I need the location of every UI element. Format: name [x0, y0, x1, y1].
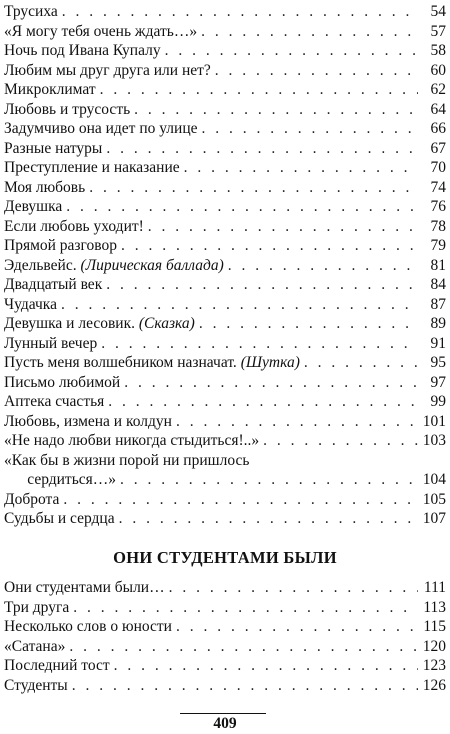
dot-leader — [199, 314, 418, 334]
dot-leader — [169, 578, 418, 598]
toc-entry-page: 81 — [430, 256, 446, 274]
toc-entry — [4, 178, 446, 198]
dot-leader — [89, 178, 418, 198]
table-of-contents-bottom — [4, 578, 446, 695]
toc-entry-title — [4, 637, 65, 657]
toc-entry-title — [4, 470, 116, 490]
toc-entry-title-text: Разные натуры — [4, 139, 103, 157]
toc-entry-title-text: Они студентами были… — [4, 579, 165, 596]
toc-entry — [4, 119, 446, 139]
dot-leader — [134, 100, 418, 120]
toc-entry — [4, 431, 446, 451]
toc-entry-subtitle: (Лирическая баллада) — [80, 256, 224, 274]
toc-entry-title-text: Аптека счастья — [4, 393, 105, 410]
toc-entry-page: 97 — [430, 373, 446, 391]
toc-entry — [4, 353, 446, 373]
dot-leader — [148, 217, 418, 237]
dot-leader — [228, 256, 418, 276]
toc-entry-page: 84 — [430, 276, 446, 293]
dot-leader — [165, 41, 418, 61]
toc-entry-page: 111 — [423, 579, 446, 596]
dot-leader — [263, 431, 418, 451]
dot-leader — [108, 392, 418, 412]
toc-entry-page: 126 — [422, 676, 446, 694]
toc-entry-title-text: Любовь и трусость — [4, 100, 131, 118]
toc-entry-title — [4, 119, 198, 139]
toc-entry-title-text: Последний тост — [4, 657, 110, 674]
toc-entry-title — [4, 334, 97, 354]
dot-leader — [72, 676, 418, 696]
dot-leader — [119, 509, 418, 529]
toc-entry-page: 123 — [422, 657, 446, 674]
dot-leader — [304, 353, 418, 373]
toc-entry-title-text: Девушка и лесовик. — [4, 315, 139, 332]
toc-entry — [4, 22, 446, 42]
toc-entry-title — [4, 617, 172, 637]
toc-entry — [4, 41, 446, 61]
table-of-contents-top — [4, 2, 446, 529]
toc-entry-page: 70 — [430, 159, 446, 176]
dot-leader — [202, 119, 418, 139]
dot-leader — [176, 617, 418, 637]
toc-entry — [4, 392, 446, 412]
toc-entry-title — [4, 2, 58, 22]
toc-entry — [4, 637, 446, 657]
toc-entry — [4, 139, 446, 159]
toc-entry-title-text: Письмо любимой — [4, 373, 121, 391]
dot-leader — [120, 470, 418, 490]
toc-entry — [4, 490, 446, 510]
toc-entry — [4, 2, 446, 22]
toc-entry-title-text: «Я могу тебя очень ждать…» — [4, 22, 198, 40]
dot-leader — [121, 236, 418, 256]
toc-entry-title — [4, 412, 172, 432]
toc-entry-title — [4, 139, 102, 159]
toc-entry-page: 89 — [430, 315, 446, 332]
dot-leader — [114, 656, 418, 676]
toc-entry — [4, 61, 446, 81]
toc-entry-title-text: Лунный вечер — [4, 334, 98, 352]
toc-entry-title-text: Любим мы друг друга или нет? — [4, 61, 211, 79]
toc-entry-title — [4, 578, 165, 598]
toc-entry — [4, 236, 446, 256]
toc-entry — [4, 197, 446, 217]
toc-entry-title-text: Если любовь уходит! — [4, 217, 144, 235]
toc-entry-page: 58 — [430, 42, 446, 59]
toc-entry-page: 60 — [430, 61, 446, 79]
toc-entry-page: 104 — [422, 471, 446, 488]
toc-entry-page: 99 — [430, 393, 446, 410]
toc-entry-title-text: Студенты — [4, 676, 68, 694]
dot-leader — [73, 598, 418, 618]
toc-entry-page: 78 — [430, 217, 446, 235]
section-heading: ОНИ СТУДЕНТАМИ БЫЛИ — [113, 548, 337, 567]
toc-entry-title — [4, 197, 62, 217]
toc-entry — [4, 578, 446, 598]
dot-leader — [201, 22, 418, 42]
toc-entry-title — [4, 392, 104, 412]
toc-entry-title — [4, 598, 69, 618]
toc-entry-page: 95 — [430, 354, 446, 371]
toc-entry-page: 76 — [430, 198, 446, 215]
toc-entry-title — [4, 80, 96, 100]
toc-entry-page: 87 — [430, 295, 446, 313]
toc-entry — [4, 656, 446, 676]
toc-entry — [4, 275, 446, 295]
toc-entry-title — [4, 22, 197, 42]
toc-entry-title-text: Доброта — [4, 490, 60, 508]
toc-entry-page: 105 — [422, 490, 446, 508]
toc-entry-title — [4, 236, 117, 256]
toc-entry-title — [4, 61, 211, 81]
toc-entry — [4, 217, 446, 237]
toc-entry-page: 101 — [422, 412, 446, 430]
toc-entry — [4, 373, 446, 393]
dot-leader — [101, 334, 418, 354]
toc-entry-page: 103 — [422, 432, 446, 449]
dot-leader — [215, 61, 418, 81]
toc-entry — [4, 598, 446, 618]
toc-entry-title-text: Двадцатый век — [4, 276, 103, 293]
toc-entry-page: 120 — [422, 637, 446, 655]
toc-entry-page: 91 — [430, 334, 446, 352]
toc-entry-title — [4, 431, 259, 451]
toc-entry-title-text: Микроклимат — [4, 81, 96, 98]
dot-leader — [61, 295, 418, 315]
toc-entry-title-text: «Как бы в жизни порой ни пришлось — [4, 451, 250, 469]
toc-entry-page: 64 — [430, 100, 446, 118]
toc-entry-page: 67 — [430, 139, 446, 157]
toc-entry-title-text: Любовь, измена и колдун — [4, 412, 172, 430]
toc-entry-title — [4, 256, 224, 276]
toc-entry-title — [4, 100, 130, 120]
toc-entry-title — [4, 314, 195, 334]
toc-entry-title — [4, 178, 85, 198]
toc-entry-title-text: Несколько слов о юности — [4, 618, 172, 635]
toc-entry-title — [4, 451, 249, 471]
toc-entry-page: 115 — [423, 618, 446, 635]
toc-entry-title-text: Ночь под Ивана Купалу — [4, 42, 161, 59]
toc-entry — [4, 334, 446, 354]
toc-entry — [4, 158, 446, 178]
toc-entry-title — [4, 509, 115, 529]
dot-leader — [106, 275, 418, 295]
toc-entry-page: 57 — [430, 22, 446, 40]
toc-entry-page: 66 — [430, 120, 446, 137]
toc-entry-title-text: Пусть меня волшебником назначат. — [4, 354, 241, 371]
toc-entry-title-text: Трусиха — [4, 3, 58, 20]
toc-entry-title-text: Моя любовь — [4, 178, 86, 196]
toc-entry — [4, 295, 446, 315]
toc-entry-title — [4, 676, 68, 696]
toc-entry — [4, 470, 446, 490]
toc-entry-title-text: Преступление и наказание — [4, 159, 180, 176]
toc-entry-page: 62 — [430, 81, 446, 98]
toc-entry-page: 107 — [422, 510, 446, 527]
dot-leader — [100, 80, 418, 100]
toc-entry-title — [4, 158, 180, 178]
toc-entry-title — [4, 217, 144, 237]
toc-entry — [4, 509, 446, 529]
toc-entry-title — [4, 656, 110, 676]
toc-entry — [4, 412, 446, 432]
dot-leader — [184, 158, 418, 178]
toc-entry-title-text: Судьбы и сердца — [4, 510, 115, 527]
dot-leader — [69, 637, 418, 657]
folio-rule — [180, 713, 266, 714]
dot-leader — [66, 197, 418, 217]
toc-entry — [4, 451, 446, 471]
toc-entry — [4, 80, 446, 100]
page-number: 409 — [213, 715, 237, 732]
toc-entry-subtitle: (Сказка) — [138, 315, 195, 332]
toc-entry-title-text: Прямой разговор — [4, 237, 117, 254]
toc-entry-title-text: Три друга — [4, 598, 70, 616]
toc-entry — [4, 314, 446, 334]
toc-entry — [4, 100, 446, 120]
dot-leader — [176, 412, 418, 432]
toc-entry-page: 54 — [430, 3, 446, 20]
toc-entry-title — [4, 353, 300, 373]
toc-entry-title-text: «Сатана» — [4, 637, 66, 655]
toc-entry — [4, 617, 446, 637]
dot-leader — [62, 2, 418, 22]
dot-leader — [124, 373, 418, 393]
toc-entry-title — [4, 373, 120, 393]
toc-entry-title-text: сердиться…» — [4, 471, 117, 488]
toc-entry-page: 79 — [430, 237, 446, 254]
toc-entry — [4, 256, 446, 276]
dot-leader — [106, 139, 418, 159]
toc-entry-title-text: Эдельвейс. — [4, 256, 81, 274]
toc-entry — [4, 676, 446, 696]
toc-entry-title — [4, 490, 59, 510]
toc-entry-title-text: Задумчиво она идет по улице — [4, 120, 198, 137]
toc-entry-title-text: Чудачка — [4, 295, 57, 313]
toc-entry-subtitle: (Шутка) — [240, 354, 300, 371]
toc-entry-page: 74 — [430, 178, 446, 196]
toc-entry-title — [4, 275, 102, 295]
dot-leader — [63, 490, 418, 510]
toc-entry-title-text: «Не надо любви никогда стыдиться!..» — [4, 432, 260, 449]
toc-entry-title — [4, 41, 161, 61]
toc-entry-title — [4, 295, 57, 315]
toc-entry-title-text: Девушка — [4, 198, 63, 215]
toc-entry-page: 113 — [423, 598, 446, 616]
